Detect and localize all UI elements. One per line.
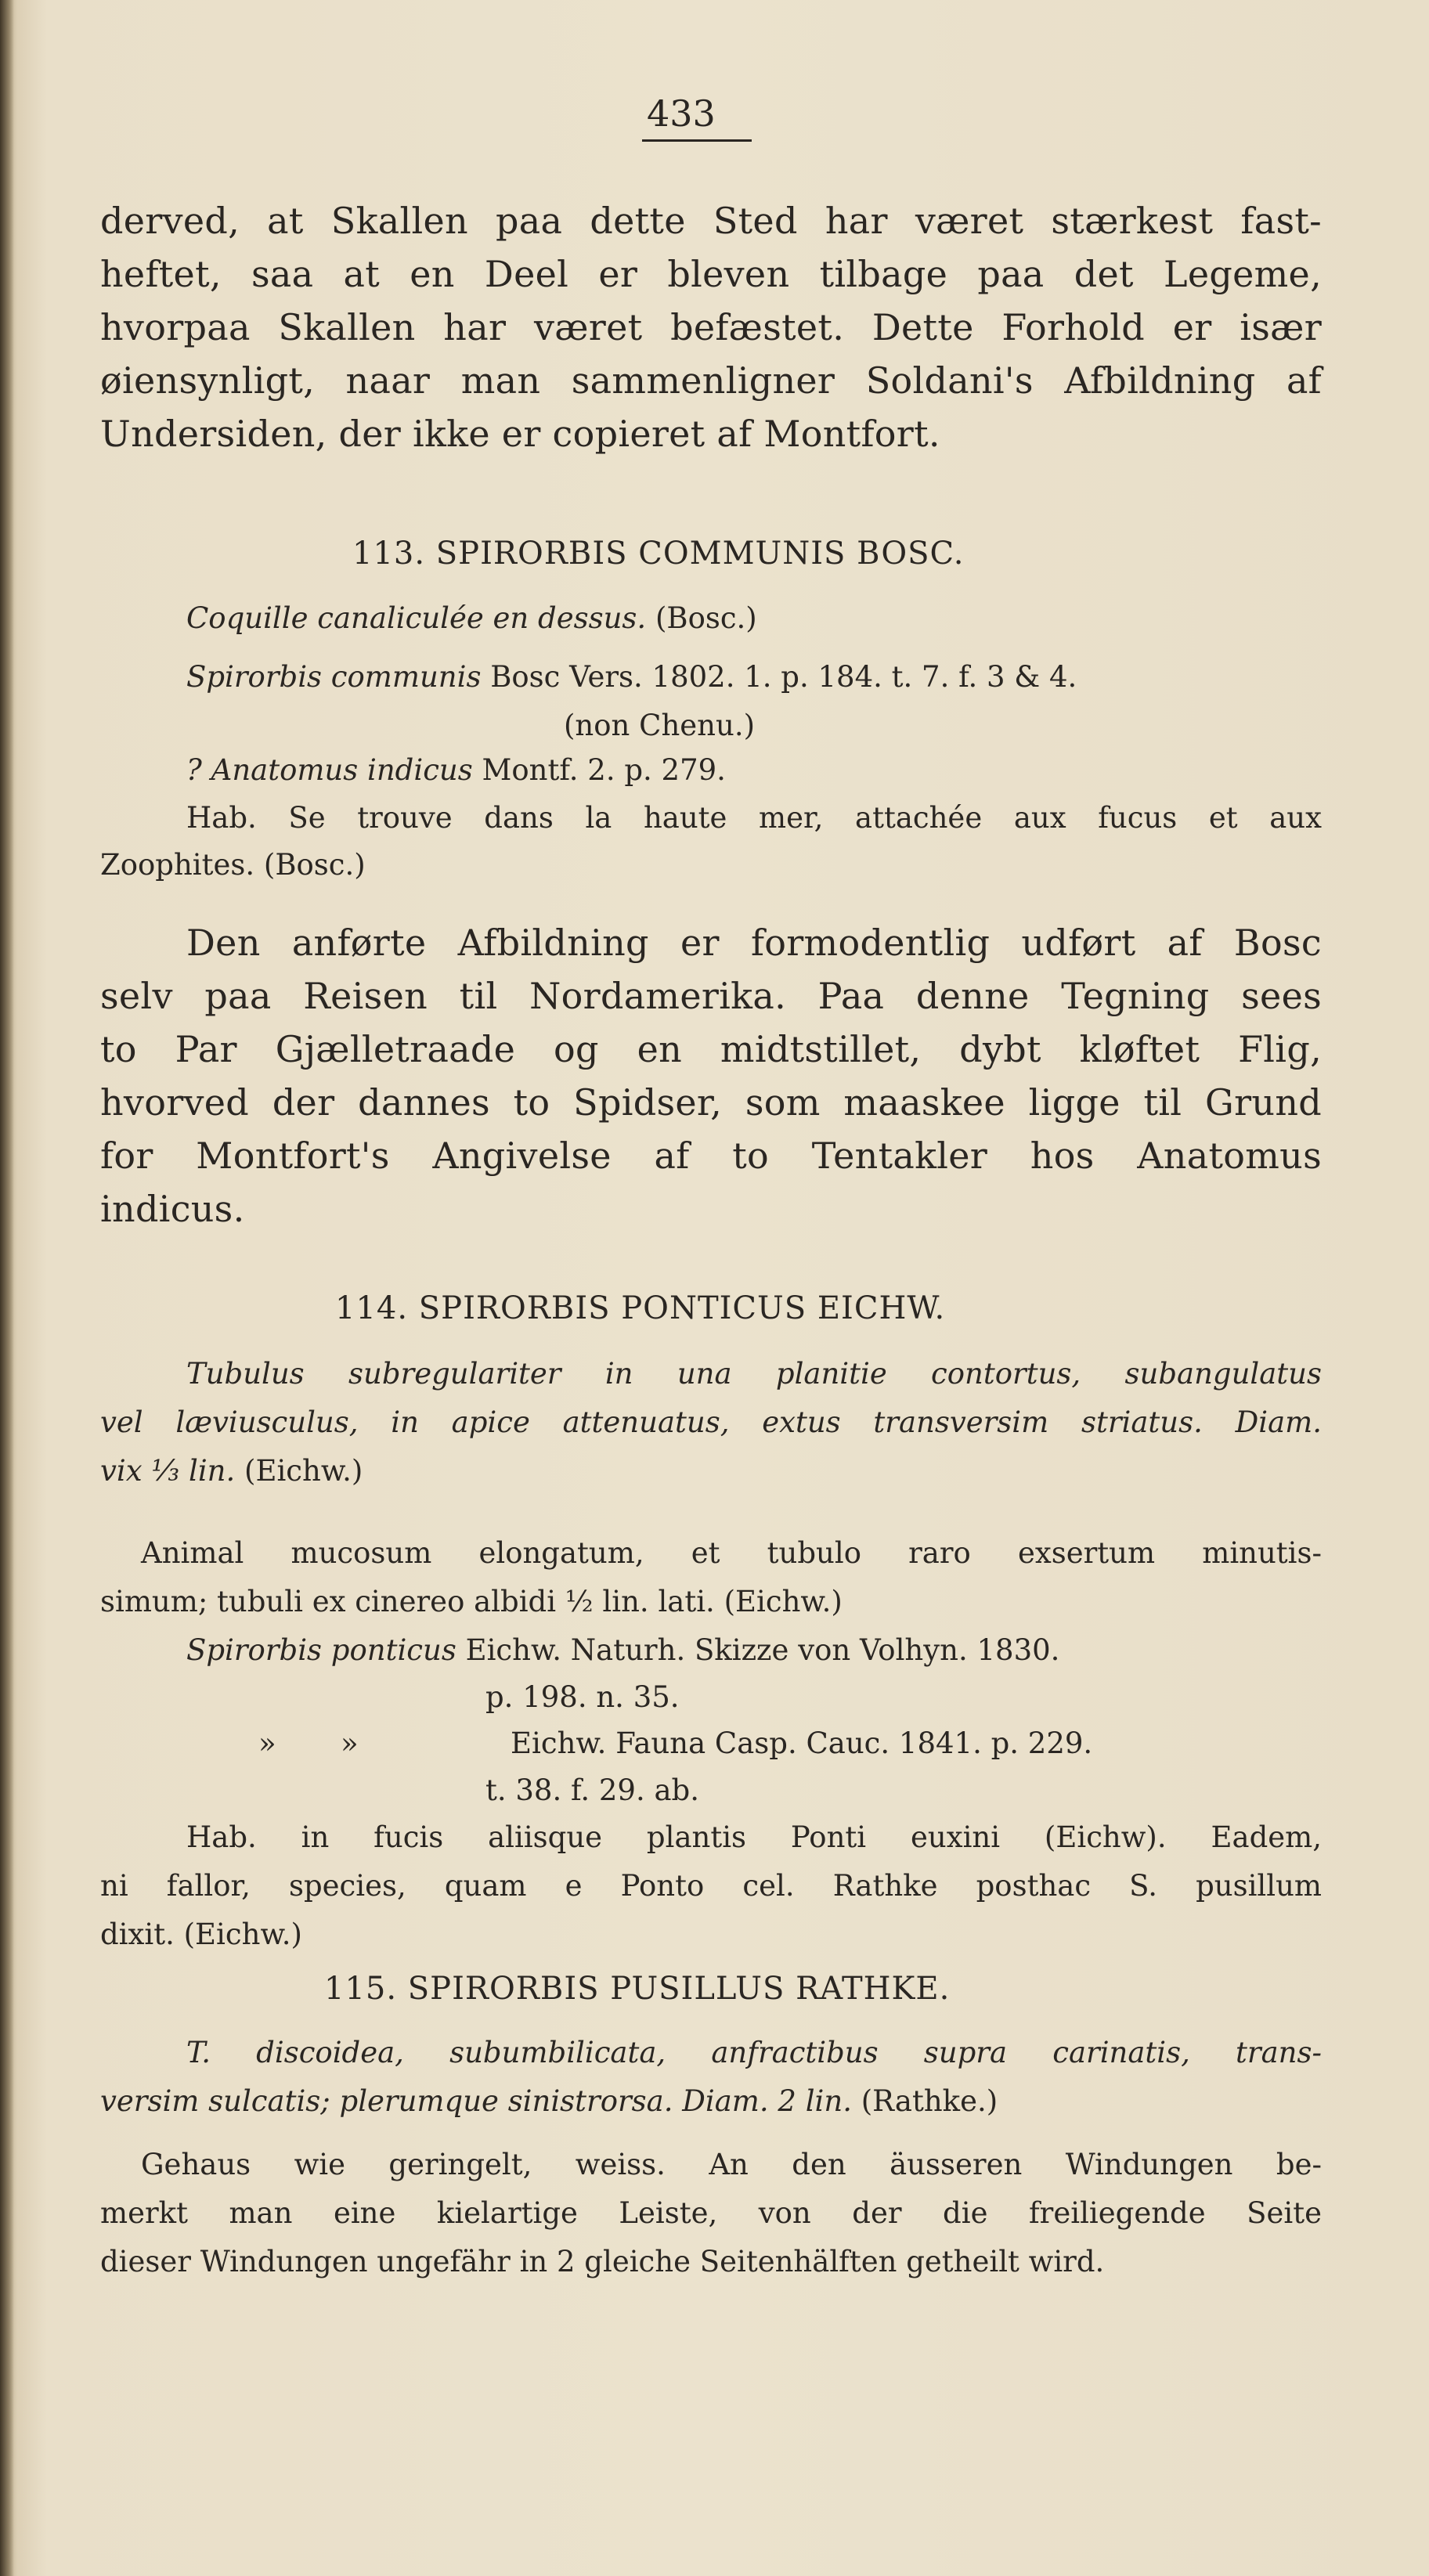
para2-line-5: for Montfort's Angivelse af to Tentakler hos Anatomus (100, 1135, 1322, 1177)
s114-ref-2-marks: » » (258, 1726, 359, 1760)
para2-line-6: indicus. (100, 1188, 245, 1230)
s113-syn3 (186, 753, 726, 787)
s113-hab-1: Hab. Se trouve dans la haute mer, attachée aux fucus et aux (186, 801, 1322, 835)
s114-hab-2: ni fallor, species, quam e Ponto cel. Rathke posthac S. pusillum (100, 1869, 1322, 1903)
s114-diag-1: Tubulus subregulariter in una planitie contortus, subangulatus (186, 1357, 1322, 1391)
para1-line-1: derved, at Skallen paa dette Sted har været stærkest fast- (100, 200, 1322, 242)
s115-diag-2-italic: versim sulcatis; plerumque sinistrorsa. Diam. 2 lin. (100, 2084, 852, 2118)
para2-line-4: hvorved der dannes to Spidser, som maaskee ligge til Grund (100, 1081, 1322, 1124)
s115-desc-2: merkt man eine kielartige Leiste, von der die freiliegende Seite (100, 2196, 1322, 2230)
s115-desc-3: dieser Windungen ungefähr in 2 gleiche Seitenhälften getheilt wird. (100, 2245, 1105, 2278)
s114-diag-3-italic: vix ⅓ lin. (100, 1454, 236, 1488)
s114-hab-3: dixit. (Eichw.) (100, 1918, 302, 1951)
s114-diag-3 (100, 1454, 363, 1488)
s114-ref-1 (186, 1633, 1059, 1667)
s113-syn2-cont: (non Chenu.) (564, 709, 756, 742)
s114-ref-2: Eichw. Fauna Casp. Cauc. 1841. p. 229. (511, 1726, 1093, 1760)
s114-hab-1: Hab. in fucis aliisque plantis Ponti euxini (Eichw). Eadem, (186, 1820, 1322, 1854)
para1-line-4: øiensynligt, naar man sammenligner Soldani's Afbildning af (100, 359, 1322, 402)
para2-line-2: selv paa Reisen til Nordamerika. Paa denne Tegning sees (100, 975, 1322, 1017)
s113-hab-2: Zoophites. (Bosc.) (100, 848, 366, 882)
para1-line-3: hvorpaa Skallen har været befæstet. Dette Forhold er især (100, 306, 1322, 348)
s114-desc-2: simum; tubuli ex cinereo albidi ½ lin. lati. (Eichw.) (100, 1585, 843, 1618)
para2-line-3: to Par Gjælletraade og en midtstillet, dybt kløftet Flig, (100, 1028, 1322, 1070)
heading-114: 114. SPIRORBIS PONTICUS EICHW. (335, 1290, 946, 1326)
heading-115: 115. SPIRORBIS PUSILLUS RATHKE. (324, 1971, 951, 2007)
s115-diag-2-rest: (Rathke.) (861, 2084, 998, 2118)
s115-desc-1: Gehaus wie geringelt, weiss. An den äusseren Windungen be- (141, 2148, 1322, 2181)
para1-line-5: Undersiden, der ikke er copieret af Montfort. (100, 413, 940, 455)
s115-diag-2 (100, 2084, 998, 2118)
para1-line-2: heftet, saa at en Deel er bleven tilbage paa det Legeme, (100, 253, 1322, 295)
s114-ref-1-rest: Eichw. Naturh. Skizze von Volhyn. 1830. (465, 1633, 1060, 1667)
s114-desc-1: Animal mucosum elongatum, et tubulo raro exsertum minutis- (141, 1536, 1322, 1570)
s113-syn2-italic: Spirorbis communis (186, 660, 482, 694)
s114-ref-1-italic: Spirorbis ponticus (186, 1633, 456, 1667)
page-number-underline (642, 139, 752, 142)
s114-ref-2-cont: t. 38. f. 29. ab. (485, 1773, 700, 1807)
s113-syn1 (186, 601, 757, 635)
s114-diag-2: vel læviusculus, in apice attenuatus, extus transversim striatus. Diam. (100, 1405, 1322, 1439)
s113-syn1-rest: (Bosc.) (655, 601, 757, 635)
s114-diag-3-rest: (Eichw.) (244, 1454, 363, 1488)
s113-syn3-italic: ? Anatomus indicus (186, 753, 473, 787)
para2-line-1: Den anførte Afbildning er formodentlig udført af Bosc (186, 922, 1322, 964)
s113-syn2 (186, 660, 1077, 694)
s113-syn1-italic: Coquille canaliculée en dessus. (186, 601, 647, 635)
s115-diag-1: T. discoidea, subumbilicata, anfractibus supra carinatis, trans- (186, 2036, 1322, 2069)
heading-113: 113. SPIRORBIS COMMUNIS BOSC. (352, 536, 965, 572)
page-number: 433 (647, 92, 716, 135)
s114-ref-1-cont: p. 198. n. 35. (485, 1680, 680, 1714)
s113-syn3-rest: Montf. 2. p. 279. (482, 753, 726, 787)
s113-syn2-rest: Bosc Vers. 1802. 1. p. 184. t. 7. f. 3 & 4. (490, 660, 1077, 694)
